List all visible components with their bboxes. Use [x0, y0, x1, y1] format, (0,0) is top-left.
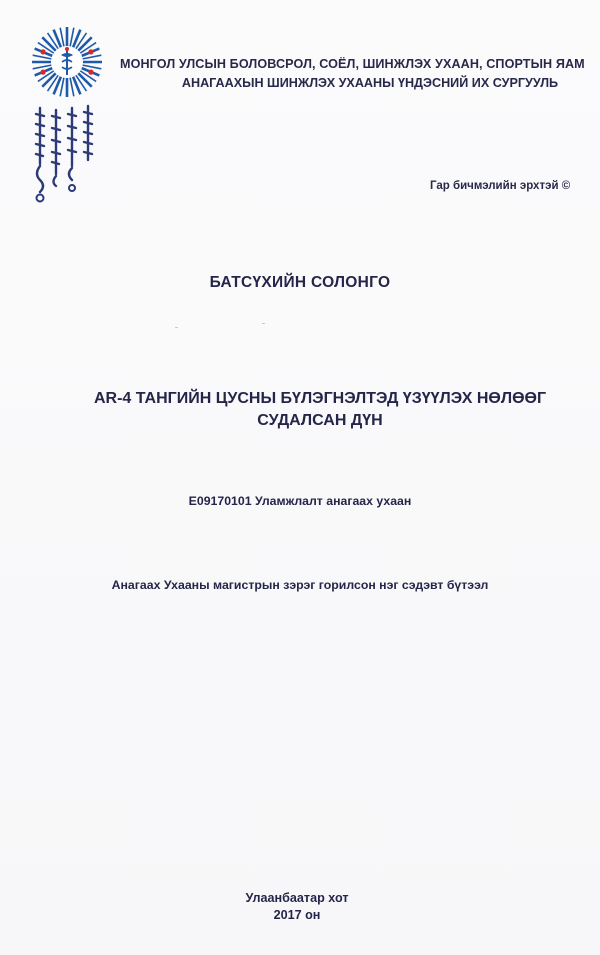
city-name: Улаанбаатар хот	[245, 891, 349, 905]
seal-red-dot	[88, 49, 93, 54]
seal-ray	[42, 37, 55, 50]
seal-red-dot	[40, 70, 45, 75]
university-heading: АНАГААХЫН ШИНЖЛЭХ УХААНЫ ҮНДЭСНИЙ ИХ СУРГУУЛЬ	[181, 76, 559, 90]
publication-year: 2017 он	[273, 908, 321, 922]
paper-speck	[175, 327, 178, 328]
ministry-heading: МОНГОЛ УЛСЫН БОЛОВСРОЛ, СОЁЛ, ШИНЖЛЭХ УХААН, СПОРТЫН ЯАМ	[120, 57, 585, 71]
seal-red-dot	[88, 70, 93, 75]
author-name: БАТСҮХИЙН СОЛОНГО	[209, 274, 391, 291]
mongolian-script-motto-icon	[26, 104, 106, 204]
paper-speck	[262, 323, 265, 324]
copyright-note: Гар бичмэлийн эрхтэй ©	[430, 180, 571, 192]
thesis-title-line-2: СУДАЛСАН ДҮН	[257, 412, 383, 429]
seal-ray	[78, 37, 91, 50]
degree-statement: Анагаах Ухааны магистрын зэрэг горилсон нэг сэдэвт бүтээл	[111, 578, 489, 592]
specialty-code: E09170101 Уламжлалт анагаах ухаан	[188, 494, 412, 508]
seal-red-dot	[40, 49, 45, 54]
thesis-title	[0, 388, 600, 432]
thesis-title-line-1: AR-4 ТАНГИЙН ЦУСНЫ БҮЛЭГНЭЛТЭД ҮЗҮҮЛЭХ НӨЛӨӨГ	[93, 390, 547, 407]
